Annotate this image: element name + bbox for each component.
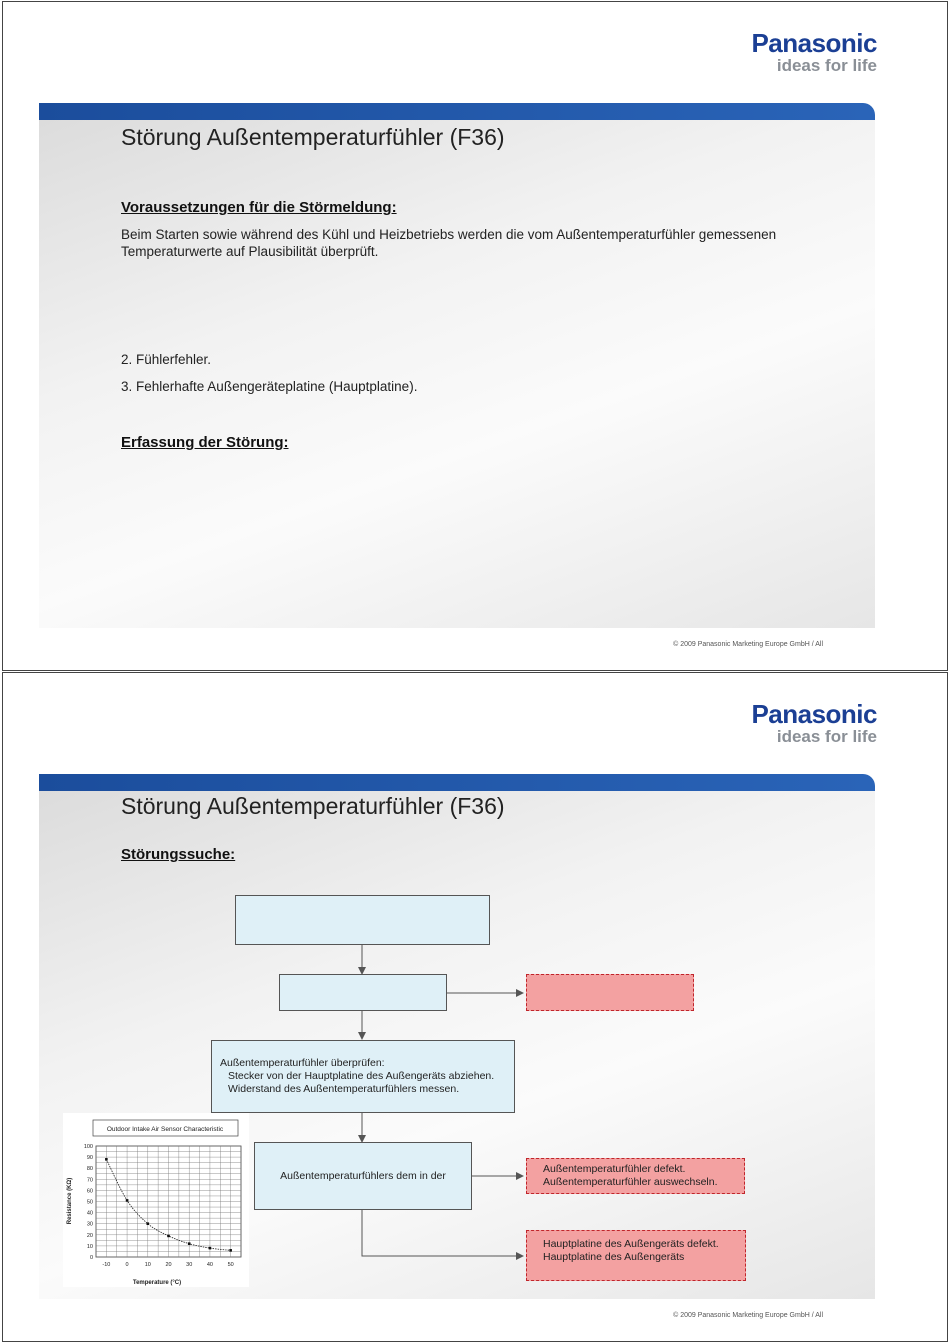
flow-alert-box [526,974,694,1011]
chart-data-point [209,1247,212,1250]
check-sensor-box [211,1040,515,1113]
section-heading-requirements: Voraussetzungen für die Störmeldung: [121,199,397,216]
copyright-text: © 2009 Panasonic Marketing Europe GmbH / All [673,1312,823,1319]
chart-xtick-label: -10 [102,1262,111,1268]
compare-text: Außentemperaturfühlers dem in der [280,1169,446,1182]
chart-ytick-label: 90 [86,1155,93,1162]
chart-data-point [167,1235,170,1238]
slide-1 [2,1,948,671]
logo-tagline: ideas for life [776,56,877,75]
requirements-paragraph: Beim Starten sowie während des Kühl und Heizbetriebs werden die vom Außentemperaturfühler gemessenen Temperaturwerte auf Plausibilität überprüft. [121,227,777,259]
board-fault-box [526,1230,746,1281]
logo-tagline: ideas for life [776,727,877,746]
content-panel [39,120,875,628]
chart-ytick-label: 80 [86,1166,93,1173]
chart-title: Outdoor Intake Air Sensor Characteristic [106,1126,224,1133]
chart-ylabel: Resistance (KΩ) [67,1177,73,1225]
panasonic-logo [751,30,877,76]
chart-data-point [126,1199,129,1202]
check-line-3: Widerstand des Außentemperaturfühlers messen. [228,1083,460,1095]
slide-title: Störung Außentemperaturfühler (F36) [121,793,505,819]
flow-start-box [235,895,490,945]
chart-xtick-label: 10 [144,1262,151,1268]
chart-ytick-label: 60 [86,1188,93,1195]
logo-brand: Panasonic [751,28,877,58]
chart-grid [96,1146,241,1257]
logo-brand: Panasonic [751,699,877,729]
section-heading-troubleshooting: Störungssuche: [121,846,236,863]
chart-ytick-label: 40 [86,1210,93,1217]
compare-box [254,1142,472,1210]
sensor-fault-box [526,1158,745,1194]
sensor-fault-line-1: Außentemperaturfühler defekt. [543,1163,686,1175]
chart-xlabel: Temperature (°C) [132,1280,182,1286]
chart-ytick-label: 20 [86,1232,93,1239]
chart-data-point [188,1242,191,1245]
chart-xtick-label: 30 [186,1262,193,1268]
chart-ytick-label: 0 [89,1255,93,1261]
section-heading-detection: Erfassung der Störung: [121,434,289,451]
chart-ytick-label: 70 [86,1177,93,1184]
chart-ytick-label: 100 [83,1144,93,1150]
check-line-1: Außentemperaturfühler überprüfen: [220,1057,385,1069]
chart-data-point [146,1222,149,1225]
slide-2 [2,672,948,1342]
board-fault-line-2: Hauptplatine des Außengeräts [543,1251,685,1263]
sensor-fault-line-2: Außentemperaturfühler auswechseln. [543,1176,718,1188]
chart-xtick-label: 50 [227,1262,234,1268]
copyright-text: © 2009 Panasonic Marketing Europe GmbH / All [673,641,823,648]
chart-svg [63,1113,249,1287]
chart-ytick-label: 10 [86,1243,93,1250]
slide-title: Störung Außentemperaturfühler (F36) [121,124,505,150]
list-item-3: 3. Fehlerhafte Außengeräteplatine (Hauptplatine). [121,379,418,394]
chart-ytick-label: 30 [86,1221,93,1228]
chart-data-point [105,1158,108,1161]
flow-step-box [279,974,447,1011]
list-item-2: 2. Fühlerfehler. [121,352,212,367]
chart-data-point [229,1249,232,1252]
board-fault-line-1: Hauptplatine des Außengeräts defekt. [543,1238,719,1250]
check-line-2: Stecker von der Hauptplatine des Außengeräts abziehen. [228,1070,495,1082]
arrow-compare-to-board-fault [362,1210,523,1256]
sensor-characteristic-chart [63,1113,249,1287]
chart-xtick-label: 20 [165,1262,172,1268]
header-band [39,103,875,120]
chart-xtick-label: 0 [125,1262,129,1268]
chart-ytick-label: 50 [86,1199,93,1206]
chart-xtick-label: 40 [206,1262,213,1268]
